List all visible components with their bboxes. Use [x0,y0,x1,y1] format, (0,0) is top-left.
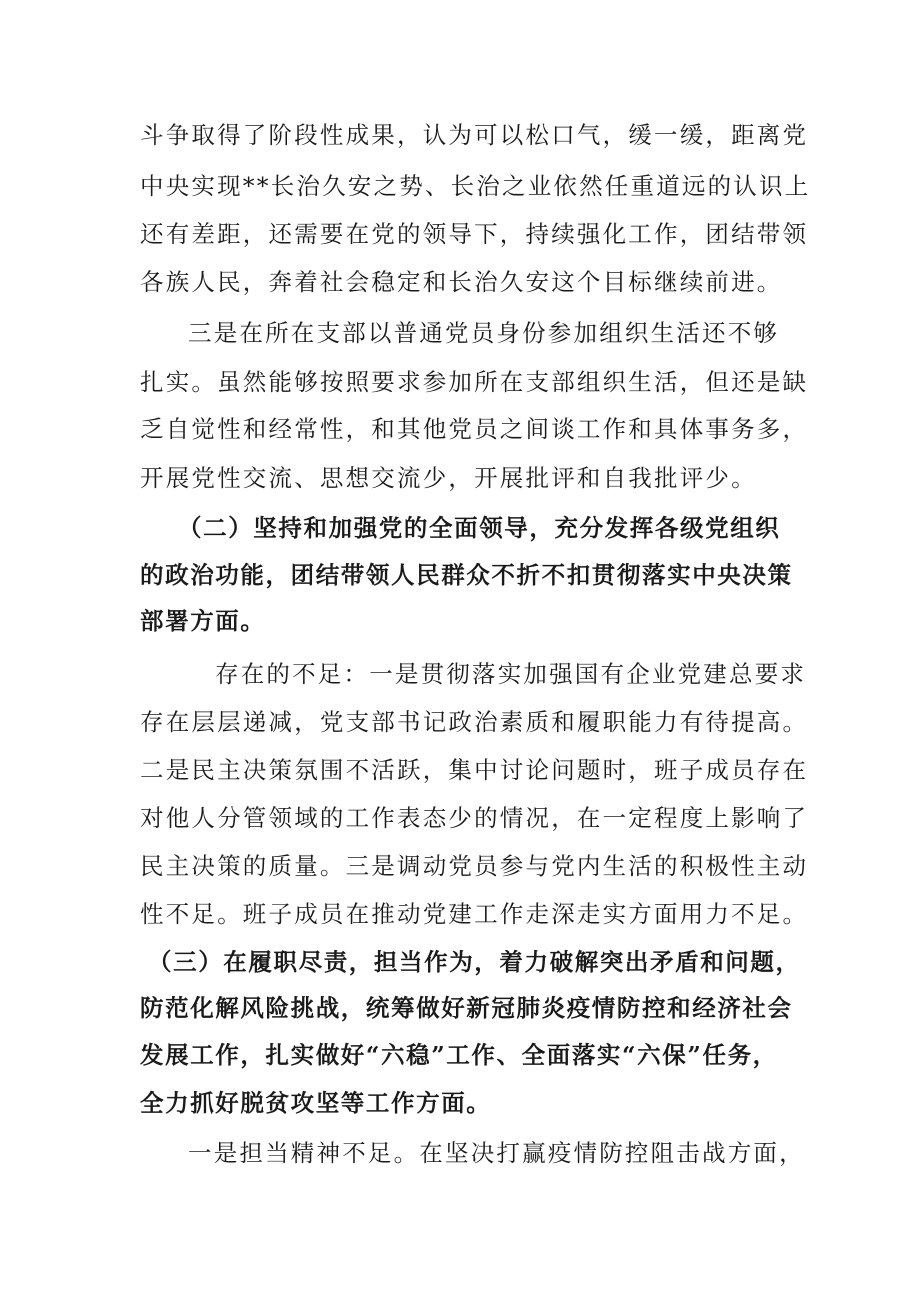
paragraph-first-line: 三是在所在支部以普通党员身份参加组织生活还不够 [188,319,780,347]
section-heading-line: 的政治功能，团结带领人民群众不折不扣贯彻落实中央决策 [140,561,793,589]
paragraph-line: 乏自觉性和经常性，和其他党员之间谈工作和具体事务多， [140,415,809,443]
section-heading-line: 部署方面。 [140,607,266,635]
paragraph-line: 民主决策的质量。三是调动党员参与党内生活的积极性主动 [140,852,809,880]
paragraph-line: 扎实。虽然能够按照要求参加所在支部组织生活，但还是缺 [140,368,809,396]
section-heading-line: 发展工作，扎实做好“六稳”工作、全面落实“六保”任务， [140,1041,778,1069]
paragraph-line: 各族人民，奔着社会稳定和长治久安这个目标继续前进。 [140,268,783,296]
section-heading-line: 防范化解风险挑战，统筹做好新冠肺炎疫情防控和经济社会 [140,994,793,1022]
paragraph-first-line: 存在的不足：一是贯彻落实加强国有企业党建总要求 [215,660,807,688]
paragraph-line: 性不足。班子成员在推动党建工作走深走实方面用力不足。 [140,900,809,928]
section-heading-line: （三）在履职尽责，担当作为，着力破解突出矛盾和问题， [148,948,801,976]
paragraph-line: 二是民主决策氛围不活跃，集中讨论问题时，班子成员存在 [140,756,809,784]
paragraph-line: 还有差距，还需要在党的领导下，持续强化工作，团结带领 [140,220,809,248]
paragraph-first-line: 一是担当精神不足。在坚决打赢疫情防控阻击战方面， [188,1139,805,1167]
section-heading-line: 全力抓好脱贫攻坚等工作方面。 [140,1089,492,1117]
section-heading-line: （二）坚持和加强党的全面领导，充分发挥各级党组织 [178,514,781,542]
paragraph-line: 存在层层递减，党支部书记政治素质和履职能力有待提高。 [140,708,809,736]
paragraph-line: 开展党性交流、思想交流少，开展批评和自我批评少。 [140,464,757,492]
paragraph-line: 斗争取得了阶段性成果，认为可以松口气，缓一缓，距离党 [140,121,809,149]
paragraph-line: 中央实现**长治久安之势、长治之业依然任重道远的认识上 [140,172,811,200]
paragraph-line: 对他人分管领域的工作表态少的情况，在一定程度上影响了 [140,804,809,832]
